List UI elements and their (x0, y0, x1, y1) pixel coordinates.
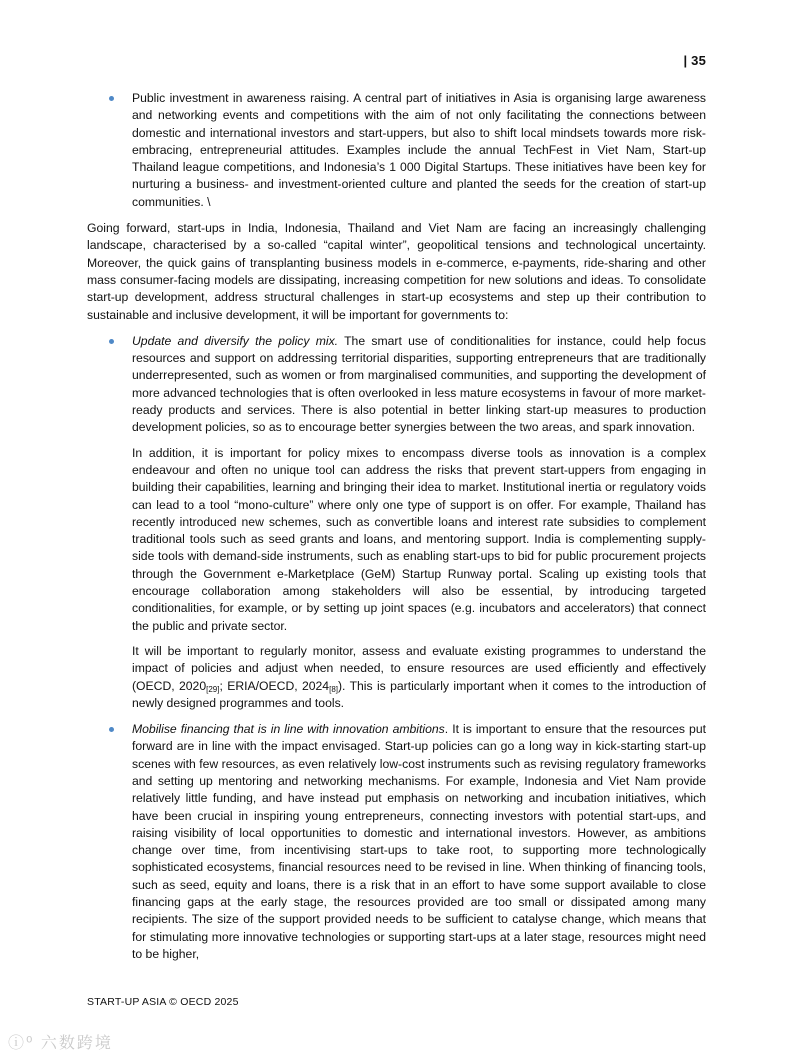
bullet-subparagraph (132, 643, 706, 712)
document-body (87, 90, 706, 972)
bullet-body: . It is important to ensure that the resources put forward are in line with the impact envisaged. Start-up policies can go a long way in kick-starting start-up scenes with few resources, as even relatively low-cost instruments such as revising regulatory frameworks and setting up mentoring and networking mechanisms. For example, Indonesia and Viet Nam provide relatively little funding, and have instead put emphasis on networking and incubation initiatives, which have been crucial in inspiring young entrepreneurs, connecting investors with potential start-ups, and raising visibility of local opportunities to domestic and international investors. However, as ambitions change over time, from incentivising start-ups to take root, to supporting more technologically sophisticated ecosystems, financial resources need to be revised in line. When thinking of financing tools, such as seed, equity and loans, there is a risk that in an effort to have some support available to close financing gaps at the early stage, the resources provided are too small or dissipated among many recipients. The size of the support provided needs to be sufficient to catalyse change, which means that for stimulating more innovative technologies or supporting start-ups at a later stage, resources might need to be higher, (132, 722, 707, 961)
footer: START-UP ASIA © OECD 2025 (87, 996, 239, 1008)
citation-ref: [8] (329, 684, 338, 694)
text-run: ; ERIA/OECD, 2024 (219, 678, 330, 693)
citation-ref: [29] (206, 684, 220, 694)
bullet-dot-icon (109, 339, 114, 344)
text-run: ). This is particularly important when it comes to the introduction of newly designed programmes and tools. (132, 678, 707, 710)
bullet-lead: Update and diversify the policy mix. (132, 333, 339, 348)
bullet-lead: Mobilise financing that is in line with innovation ambitions (132, 722, 445, 737)
bullet-dot-icon (109, 96, 114, 101)
bullet-subparagraph: In addition, it is important for policy mixes to encompass diverse tools as innovation is a complex endeavour and often no unique tool can address the risks that prevent start-uppers from engaging in building their capabilities, learning and bringing their idea to market. Institutional inertia or regulatory voids can lead to a tool “mono-culture” where only one type of support is on offer. For example, Thailand has recently introduced new schemes, such as convertible loans and interest rate subsidies to complement traditional tools such as seed grants and loans, and mentoring support. India is complementing supply-side tools with demand-side instruments, such as enabling start-ups to bid for public procurement projects through the Government e-Marketplace (GeM) Startup Runway portal. Scaling up existing tools that encourage collaboration among stakeholders will also be essential, by introducing targeted conditionalities, for example, or by setting up joint spaces (e.g. incubators and accelerators) that connect the public and private sector. (132, 445, 706, 633)
watermark-logo: ⓘ⁰ 六数跨境 (8, 1035, 113, 1052)
page-number: | 35 (683, 53, 706, 68)
bullet-text (132, 333, 706, 437)
bullet-text: Public investment in awareness raising. A central part of initiatives in Asia is organising large awareness and networking events and competitions with the aim of not only facilitating the connections between domestic and international investors and start-uppers, but also to shift local mindsets towards more risk-embracing, entrepreneurial attitudes. Examples include the annual TechFest in Viet Nam, Start-up Thailand league competitions, and Indonesia’s 1 000 Digital Startups. These initiatives have been key for nurturing a business- and investment-oriented culture and planted the seeds for the creation of start-up communities. \ (132, 91, 706, 209)
bullet-policy-mix (87, 333, 706, 712)
bullet-awareness-raising (87, 90, 706, 211)
body-paragraph: Going forward, start-ups in India, Indonesia, Thailand and Viet Nam are facing an increasingly challenging landscape, characterised by a so-called “capital winter”, geopolitical tensions and technological uncertainty. Moreover, the quick gains of transplanting business models in e-commerce, e-payments, ride-sharing and other mass consumer-facing models are dissipating, increasing competition for new solutions and ideas. To consolidate start-up development, address structural challenges in start-up ecosystems and step up their contribution to sustainable and inclusive development, it will be important for governments to: (87, 221, 706, 322)
text-run: It will be important to regularly monitor, assess and evaluate existing programmes to understand the impact of policies and adjust when needed, to ensure resources are used efficiently and effectively (OECD, 2020 (132, 643, 706, 693)
bullet-body: The smart use of conditionalities for instance, could help focus resources and support on addressing territorial disparities, supporting entrepreneurs that are traditionally underrepresented, such as women or from marginalised communities, and supporting the development of more advanced technologies that is often overlooked in less mature ecosystems in favour of more market-ready products and services. There is also potential in better linking start-up measures to production development policies, so as to encourage better synergies between the two areas, and spark innovation. (132, 333, 706, 435)
bullet-text (132, 721, 706, 963)
bullet-mobilise-financing (87, 721, 706, 963)
bullet-dot-icon (109, 727, 114, 732)
